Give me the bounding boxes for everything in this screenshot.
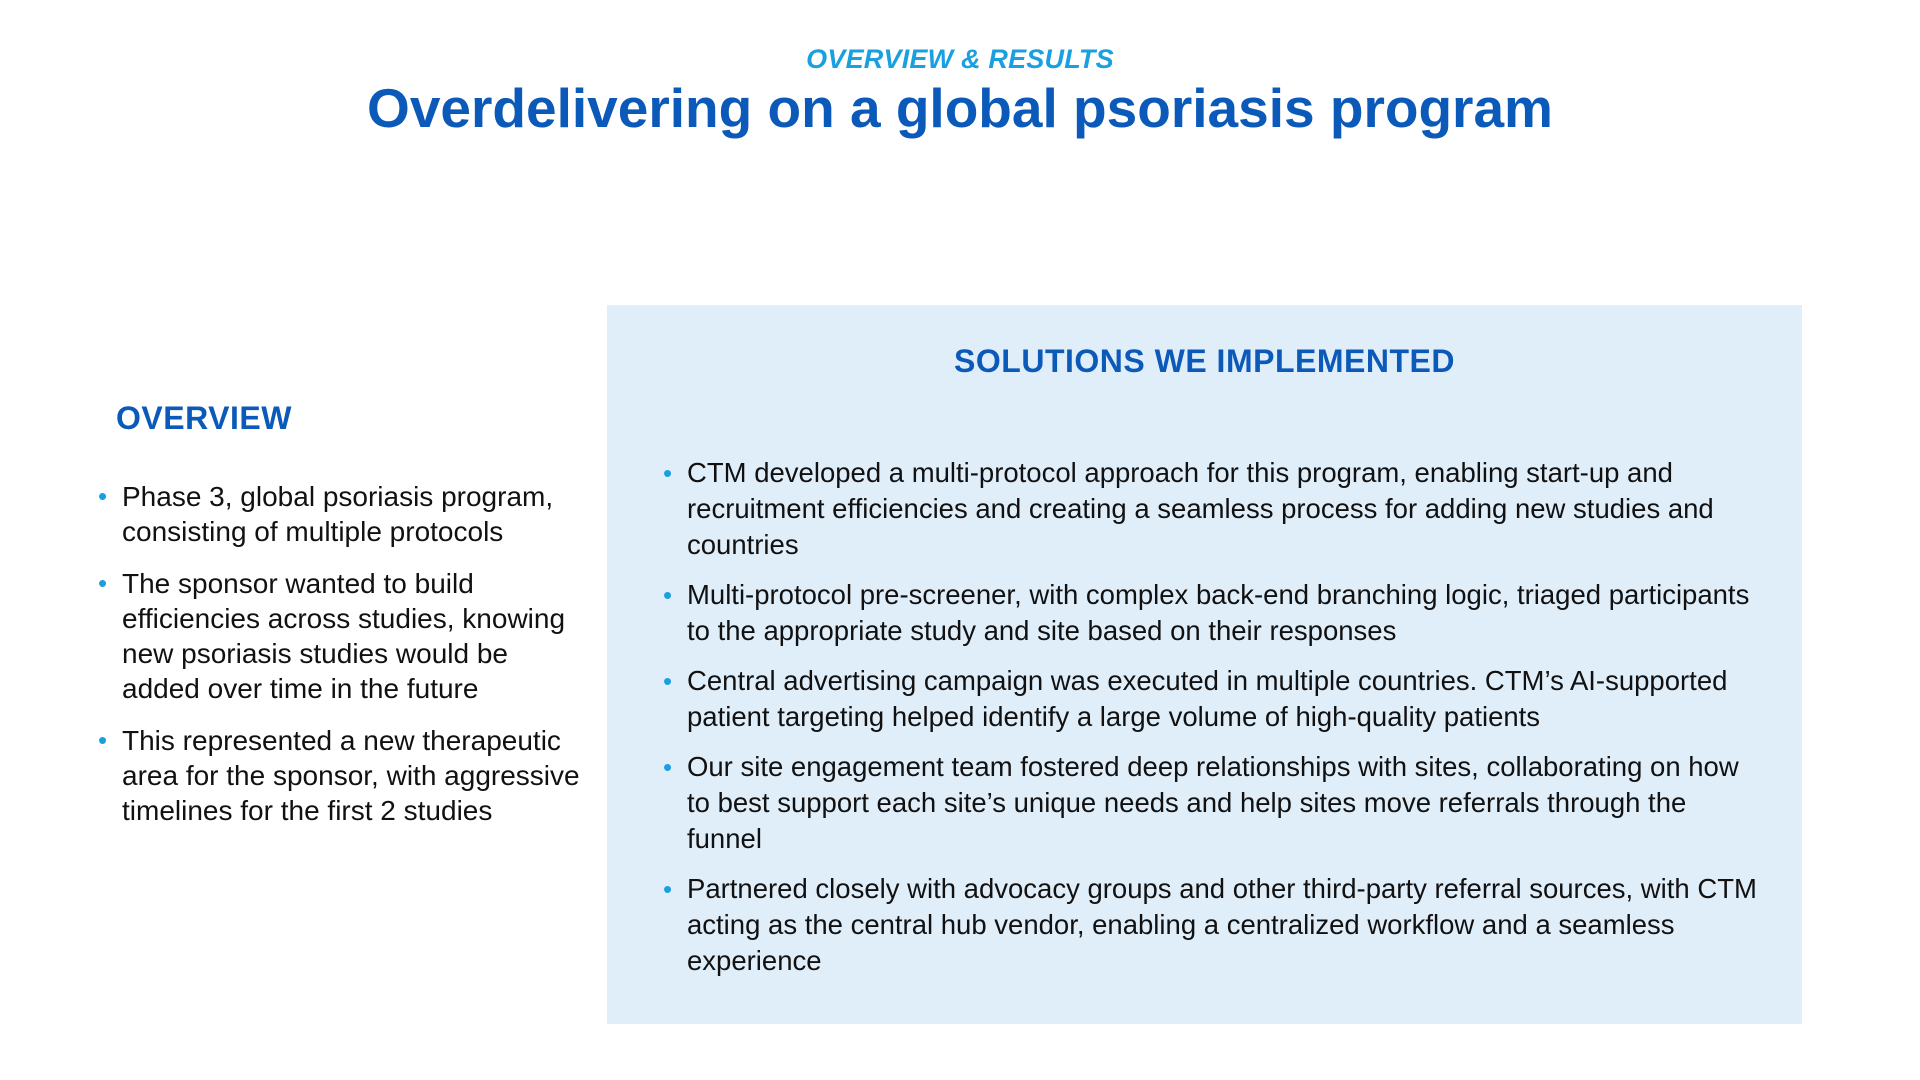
list-item <box>92 479 582 549</box>
list-item-text: Partnered closely with advocacy groups and other third-party referral sources, with CTM acting as the central hub vendor, enabling a centralized workflow and a seamless experience <box>687 873 1757 976</box>
list-item-text: CTM developed a multi-protocol approach for this program, enabling start-up and recruitment efficiencies and creating a seamless process for adding new studies and countries <box>687 457 1714 560</box>
list-item <box>657 455 1767 563</box>
bullet-icon: • <box>98 481 108 511</box>
list-item-text: The sponsor wanted to build efficiencies across studies, knowing new psoriasis studies would be added over time in the future <box>122 568 566 704</box>
list-item-text: Central advertising campaign was executed in multiple countries. CTM’s AI-supported patient targeting helped identify a large volume of high-quality patients <box>687 665 1728 732</box>
bullet-icon: • <box>663 752 673 782</box>
overview-section <box>92 400 582 845</box>
list-item <box>92 723 582 828</box>
list-item-text: Multi-protocol pre-screener, with complex back-end branching logic, triaged participants to the appropriate study and site based on their responses <box>687 579 1750 646</box>
page-title: Overdelivering on a global psoriasis program <box>367 77 1553 139</box>
list-item-text: This represented a new therapeutic area for the sponsor, with aggressive timelines for the first 2 studies <box>122 725 580 826</box>
bullet-icon: • <box>98 568 108 598</box>
list-item <box>92 566 582 706</box>
bullet-icon: • <box>663 874 673 904</box>
list-item <box>657 663 1767 735</box>
solutions-panel <box>607 305 1802 1024</box>
solutions-list <box>657 455 1767 993</box>
overview-heading: OVERVIEW <box>116 400 292 436</box>
list-item-text: Our site engagement team fostered deep relationships with sites, collaborating on how to best support each site’s unique needs and help sites move referrals through the funnel <box>687 751 1739 854</box>
bullet-icon: • <box>663 458 673 488</box>
list-item <box>657 749 1767 857</box>
list-item <box>657 871 1767 979</box>
bullet-icon: • <box>98 725 108 755</box>
bullet-icon: • <box>663 666 673 696</box>
solutions-heading: SOLUTIONS WE IMPLEMENTED <box>954 343 1455 379</box>
bullet-icon: • <box>663 580 673 610</box>
section-eyebrow: OVERVIEW & RESULTS <box>806 44 1114 74</box>
overview-list <box>92 479 582 828</box>
list-item <box>657 577 1767 649</box>
list-item-text: Phase 3, global psoriasis program, consisting of multiple protocols <box>122 481 554 547</box>
